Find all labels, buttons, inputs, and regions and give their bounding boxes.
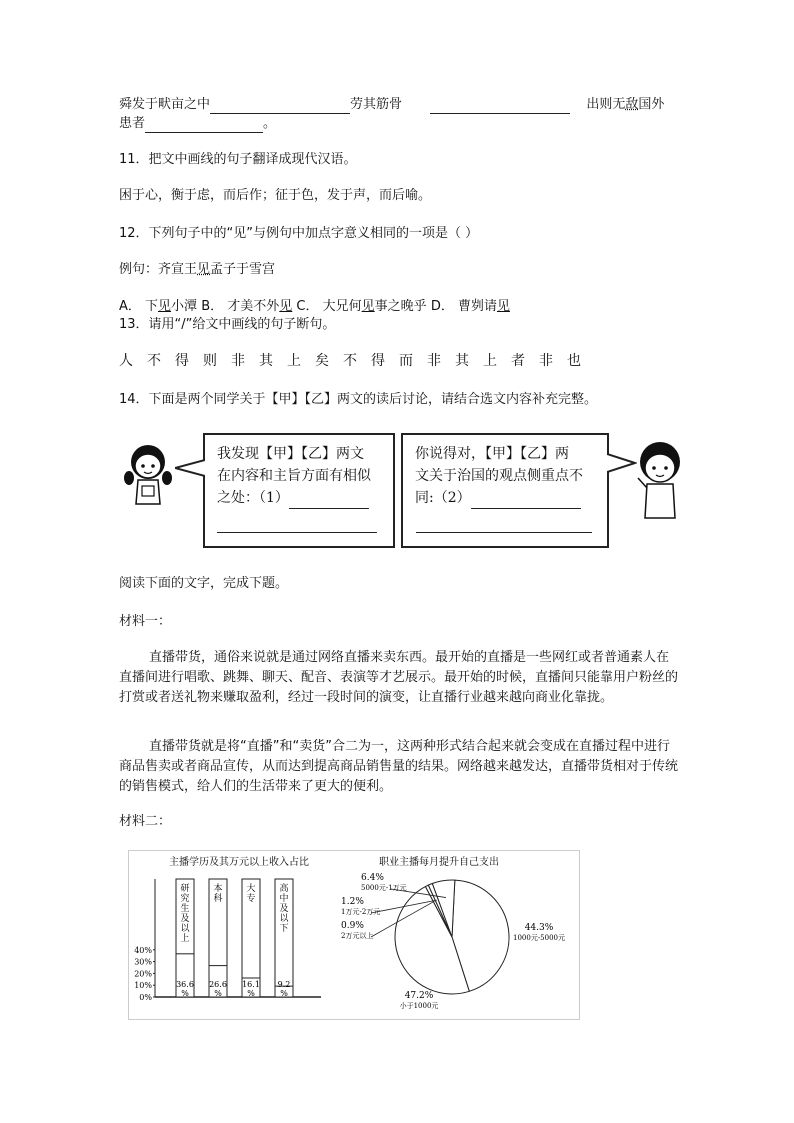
- bar-category-label: 下: [279, 924, 289, 934]
- bubble-blank-1[interactable]: [289, 494, 369, 509]
- girl-student-illustration: [120, 438, 176, 508]
- question-13-title: 13．请用“/”给文中画线的句子断句。: [119, 317, 336, 332]
- bar-category-label: 以: [279, 914, 289, 924]
- option-a[interactable]: A． 下见小潭: [119, 299, 198, 314]
- recite-text-3: 出则无敌国外: [586, 97, 665, 112]
- question-11-sentence: 困于心，衡于虑，而后作；征于色，发于声，而后喻。: [119, 188, 432, 203]
- speech-bubble-right: 你说得对，【甲】【乙】两 文关于治国的观点侧重点不 同:（2）: [401, 433, 609, 548]
- pie-category-label: 1万元-2万元: [341, 908, 381, 916]
- bar-category-label: 科: [213, 894, 223, 904]
- bar-value-label: 9.2: [277, 980, 291, 989]
- bar-value-label: %: [181, 989, 189, 998]
- bar-y-tick-label: 10%: [134, 981, 152, 991]
- boy-student-illustration: [632, 438, 688, 524]
- bubble-blank-2[interactable]: [471, 494, 581, 509]
- bar-y-tick-label: 30%: [134, 957, 152, 967]
- question-12-options: [119, 298, 510, 316]
- reading-intro: 阅读下面的文字，完成下题。: [119, 576, 289, 591]
- pie-pct-label: 6.4%: [361, 873, 384, 883]
- question-12-example: 例句：齐宣王见孟子于雪宫: [119, 262, 276, 277]
- bar-value-label: %: [247, 989, 255, 998]
- bar-value-label: 26.6: [209, 980, 227, 989]
- bar-value-label: %: [280, 989, 288, 998]
- bar-category-label: 及: [279, 904, 289, 914]
- answer-blank-2[interactable]: [430, 99, 570, 114]
- option-d[interactable]: D． 曹刿请见: [430, 299, 510, 314]
- pie-pct-label: 1.2%: [341, 897, 364, 907]
- pie-pct-label: 47.2%: [404, 991, 434, 1001]
- bar-y-tick-label: 20%: [134, 969, 152, 979]
- pie-chart-title: 职业主播每月提升自己支出: [379, 857, 499, 868]
- bar-y-tick-label: 40%: [134, 945, 152, 955]
- bar-category-label: 生: [180, 904, 190, 914]
- recite-text-4: 患者: [119, 116, 146, 131]
- material-1-label: 材料一：: [119, 614, 172, 629]
- question-12-title: 12．下列句子中的“见”与例句中加点字意义相同的一项是（ ）: [119, 226, 479, 241]
- recitation-line-2: 患者 。: [119, 116, 277, 131]
- bar-category-label: 上: [180, 934, 190, 944]
- pie-chart: [339, 851, 579, 1017]
- bar-category-label: 研: [180, 884, 190, 894]
- material-1-paragraph-1: 直播带货，通俗来说就是通过网络直播来卖东西。最开始的直播是一些网红或者普通素人在直播间进行唱歌、跳舞、聊天、配音、表演等才艺展示。最开始的时候，直播间只能靠用户粉丝的打赏或者送礼物来赚取盈利，经过一段时间的演变，让直播行业越来越向商业化靠拢。: [119, 650, 679, 705]
- question-13-sentence: 人不得则非其上矣不得而非其上者非也: [119, 353, 595, 369]
- question-14-title: 14．下面是两个同学关于【甲】【乙】两文的读后讨论，请结合选文内容补充完整。: [119, 392, 598, 407]
- answer-blank-3[interactable]: [145, 118, 263, 133]
- bubble-blank-1-line2[interactable]: [217, 532, 377, 533]
- bar-value-label: 36.6: [176, 980, 194, 989]
- bar-value-label: %: [214, 989, 222, 998]
- bar-value-label: 16.1: [242, 980, 260, 989]
- pie-category-label: 1000元-5000元: [513, 934, 565, 942]
- pie-category-label: 2万元以上: [341, 932, 374, 940]
- material-1-paragraph-2: 直播带货就是将“直播”和“卖货”合二为一，这两种形式结合起来就会变成在直播过程中进行商品售卖或者商品宣传，从而达到提高商品销售量的结果。网络越来越发达，直播带货相对于传统的销售模式，给人们的生活带来了更大的便利。: [119, 739, 679, 794]
- bar-category-label: 本: [213, 884, 223, 894]
- bar-category-label: 中: [279, 894, 289, 904]
- bar-category-label: 及: [180, 914, 190, 924]
- bar-category-label: 以: [180, 924, 190, 934]
- bar-category-label: 究: [180, 894, 190, 904]
- bar-category-label: 大: [246, 884, 256, 894]
- pie-category-label: 5000元-1万元: [361, 884, 407, 892]
- pie-pct-label: 44.3%: [524, 923, 554, 933]
- bubble-blank-2-line2[interactable]: [416, 532, 592, 533]
- pie-category-label: 小于1000元: [399, 1002, 439, 1010]
- bar-chart-title: 主播学历及其万元以上收入占比: [169, 857, 309, 868]
- answer-blank-1[interactable]: [210, 99, 350, 114]
- recitation-line: [119, 96, 664, 114]
- option-c[interactable]: C． 大兄何见事之晚乎: [296, 299, 427, 314]
- speech-bubble-left: 我发现【甲】【乙】两文 在内容和主旨方面有相似 之处：（1）: [203, 433, 395, 548]
- bar-y-tick-label: 0%: [139, 993, 152, 1002]
- bar-category-label: 高: [279, 884, 289, 894]
- material-2-label: 材料二：: [119, 814, 172, 829]
- bar-category-label: 专: [246, 894, 256, 904]
- bubble-tail-left: [175, 458, 205, 478]
- option-b[interactable]: B． 才美不外见: [201, 299, 293, 314]
- question-11-title: 11．把文中画线的句子翻译成现代汉语。: [119, 152, 357, 167]
- recite-text-2: 劳其筋骨: [350, 97, 403, 112]
- bar-chart: [129, 851, 339, 1017]
- pie-pct-label: 0.9%: [341, 921, 364, 931]
- recite-text-1: 舜发于畎亩之中: [119, 97, 211, 112]
- material-2-figure: [128, 850, 580, 1020]
